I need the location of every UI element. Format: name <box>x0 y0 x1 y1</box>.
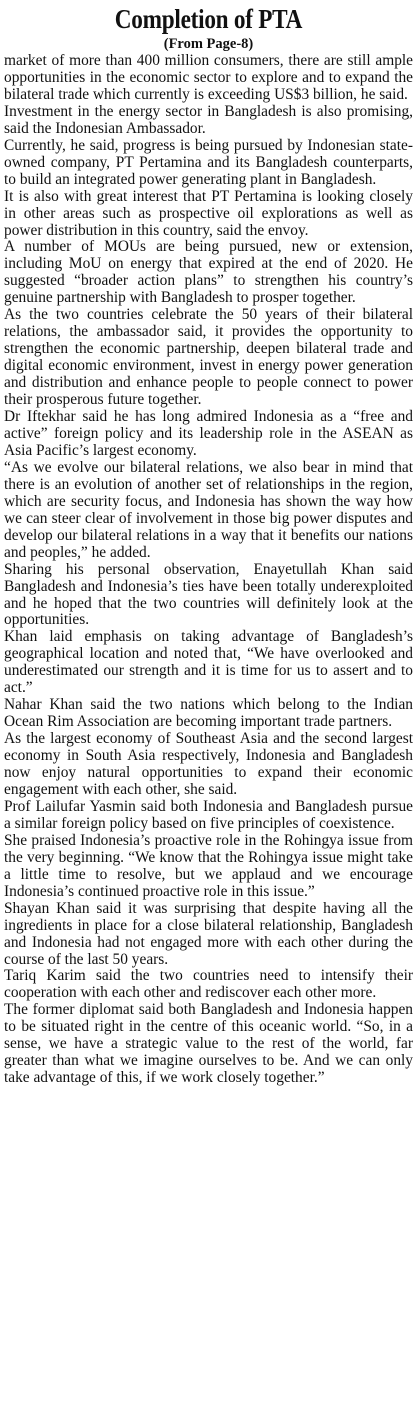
article-paragraph: Prof Lailufar Yasmin said both Indonesia and Bangladesh pursue a similar foreign policy based on five principles of coexistence. <box>4 797 413 832</box>
article-paragraph: As the largest economy of Southeast Asia and the second largest economy in South Asia respectively, Indonesia and Bangladesh now enjoy natural opportunities to expand their economic engagement with each other, she said. <box>4 730 413 798</box>
article-paragraph: As the two countries celebrate the 50 years of their bilateral relations, the ambassador said, it provides the opportunity to strengthen the economic partnership, deepen bilateral trade and digital economic environment, invest in energy power generation and distribution and enhance people to people connect to power their prosperous future together. <box>4 306 413 409</box>
article-paragraph: Currently, he said, progress is being pursued by Indonesian state-owned company, PT Pertamina and its Bangladesh counterparts, to build an integrated power generating plant in Bangladesh. <box>4 136 413 188</box>
article-headline: Completion of PTA <box>114 4 303 34</box>
article-paragraph: Shayan Khan said it was surprising that despite having all the ingredients in place for a close bilateral relationship, Bangladesh and Indonesia had not engaged more with each other during the course of the last 50 years. <box>4 899 413 968</box>
article-paragraph: Khan laid emphasis on taking advantage of Bangladesh’s geographical location and noted that, “We have overlooked and underestimated our strength and it is time for us to assert and to act.” <box>4 628 413 697</box>
article-body <box>4 53 413 1087</box>
article-paragraph: Investment in the energy sector in Bangladesh is also promising, said the Indonesian Ambassador. <box>4 102 413 137</box>
article-paragraph: The former diplomat said both Bangladesh and Indonesia happen to be situated right in the centre of this oceanic world. “So, in a sense, we have a strategic value to the rest of the world, far greater than what we imagine ourselves to be. And we can only take advantage of this, if we work closely together.” <box>4 1001 413 1087</box>
article-paragraph: Dr Iftekhar said he has long admired Indonesia as a “free and active” foreign policy and its leadership role in the ASEAN as Asia Pacific’s largest economy. <box>4 408 413 459</box>
news-article <box>0 2 418 1427</box>
article-paragraph: She praised Indonesia’s proactive role in the Rohingya issue from the very beginning. “We know that the Rohingya issue might take a little time to resolve, but we applaud and we encourage Indonesia’s continued proactive role in this issue.” <box>4 831 413 900</box>
article-paragraph: “As we evolve our bilateral relations, we also bear in mind that there is an evolution of another set of relationships in the region, which are security focus, and Indonesia has shown the way how we can steer clear of involvement in those big power disputes and develop our bilateral relations in a way that it benefits our nations and peoples,” he added. <box>4 458 413 561</box>
article-paragraph: It is also with great interest that PT Pertamina is looking closely in other areas such as prospective oil explorations as well as power distribution in this country, said the envoy. <box>4 187 413 239</box>
jump-line: (From Page-8) <box>163 36 254 52</box>
article-paragraph: Nahar Khan said the two nations which belong to the Indian Ocean Rim Association are becoming important trade partners. <box>4 696 413 731</box>
article-paragraph: A number of MOUs are being pursued, new or extension, including MoU on energy that expired at the end of 2020. He suggested “broader action plans” to strengthen his country’s genuine partnership with Bangladesh to prosper together. <box>4 238 413 307</box>
article-paragraph: Sharing his personal observation, Enayetullah Khan said Bangladesh and Indonesia’s ties have been totally underexploited and he hoped that the two countries will definitely look at the opportunities. <box>4 560 413 629</box>
article-paragraph: market of more than 400 million consumers, there are still ample opportunities in the economic sector to explore and to expand the bilateral trade which currently is exceeding US$3 billion, he said. <box>4 52 413 103</box>
article-paragraph: Tariq Karim said the two countries need to intensify their cooperation with each other and rediscover each other more. <box>4 967 413 1002</box>
